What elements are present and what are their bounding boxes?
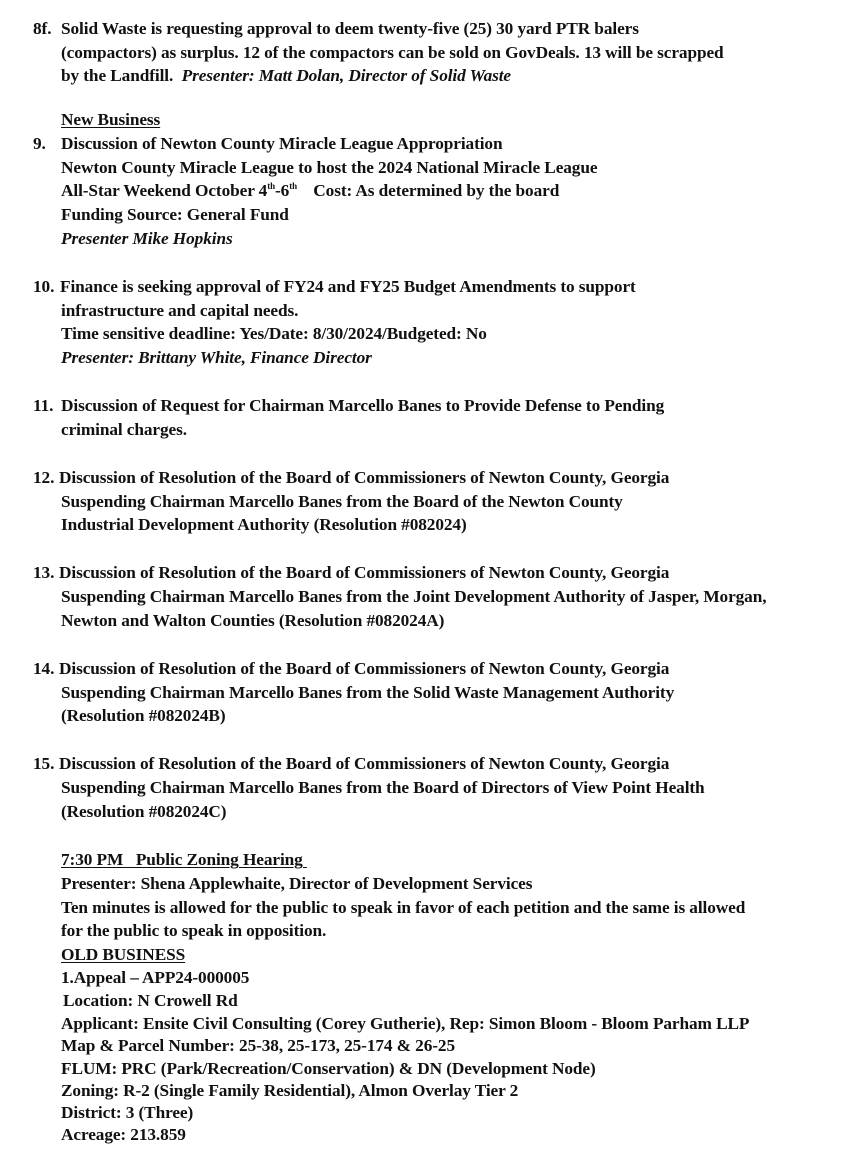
presenter: Presenter Mike Hopkins [61, 229, 233, 248]
item-text: (compactors) as surplus. 12 of the compactors can be sold on GovDeals. 13 will be scrapped [61, 43, 724, 62]
appeal-title: 1.Appeal – APP24-000005 [61, 968, 250, 987]
item-number: 9. [33, 134, 46, 153]
item-text: criminal charges. [61, 420, 187, 439]
item-number: 15. [33, 754, 55, 773]
item-text: Discussion of Resolution of the Board of Commissioners of Newton County, Georgia [59, 468, 670, 487]
section-heading-new-business: New Business [61, 110, 161, 129]
item-text-line [61, 64, 511, 88]
item-text: Finance is seeking approval of FY24 and FY25 Budget Amendments to support [60, 277, 636, 296]
presenter: Presenter: Shena Applewhaite, Director of Development Services [61, 874, 533, 893]
item-text: (Resolution #082024B) [61, 706, 226, 725]
item-text: Solid Waste is requesting approval to deem twenty-five (25) 30 yard PTR balers [61, 19, 639, 38]
item-text: Discussion of Resolution of the Board of Commissioners of Newton County, Georgia [59, 659, 670, 678]
item-number: 13. [33, 563, 55, 582]
appeal-district: District: 3 (Three) [61, 1103, 194, 1122]
item-title: Discussion of Newton County Miracle League Appropriation [61, 134, 503, 153]
appeal-location: Location: N Crowell Rd [63, 991, 238, 1010]
event-dates: All-Star Weekend October 4 [61, 181, 268, 200]
rules-text: Ten minutes is allowed for the public to speak in favor of each petition and the same is allowed [61, 898, 746, 917]
section-heading-old-business: OLD BUSINESS [61, 945, 186, 964]
appeal-zoning: Zoning: R-2 (Single Family Residential), Almon Overlay Tier 2 [61, 1081, 519, 1100]
item-text: Newton and Walton Counties (Resolution #082024A) [61, 611, 445, 630]
item-text: Industrial Development Authority (Resolution #082024) [61, 515, 467, 534]
item-text: Discussion of Request for Chairman Marcello Banes to Provide Defense to Pending [61, 396, 665, 415]
item-number: 8f. [33, 19, 52, 38]
item-dates-cost: All-Star Weekend October 4th-6th Cost: As determined by the board [61, 181, 560, 200]
item-number: 10. [33, 277, 55, 296]
funding-source: Funding Source: General Fund [61, 205, 289, 224]
rules-text: for the public to speak in opposition. [61, 921, 327, 940]
item-text: (Resolution #082024C) [61, 802, 227, 821]
item-text: Suspending Chairman Marcello Banes from the Joint Development Authority of Jasper, Morgan, [61, 587, 767, 606]
item-text: Discussion of Resolution of the Board of Commissioners of Newton County, Georgia [59, 563, 670, 582]
item-text: Suspending Chairman Marcello Banes from the Board of the Newton County [61, 492, 623, 511]
appeal-parcel: Map & Parcel Number: 25-38, 25-173, 25-174 & 26-25 [61, 1036, 455, 1055]
deadline: Time sensitive deadline: Yes/Date: 8/30/2024/Budgeted: No [61, 324, 487, 343]
item-text: Suspending Chairman Marcello Banes from the Solid Waste Management Authority [61, 683, 675, 702]
section-heading-zoning: 7:30 PM Public Zoning Hearing [61, 850, 307, 869]
item-number: 12. [33, 468, 55, 487]
item-text: Discussion of Resolution of the Board of Commissioners of Newton County, Georgia [59, 754, 670, 773]
item-text: by the Landfill. [61, 66, 174, 85]
item-number: 11. [33, 396, 54, 415]
presenter: Presenter: Matt Dolan, Director of Solid Waste [181, 66, 512, 85]
presenter: Presenter: Brittany White, Finance Director [61, 348, 372, 367]
appeal-acreage: Acreage: 213.859 [61, 1125, 186, 1144]
item-text: Newton County Miracle League to host the 2024 National Miracle League [61, 158, 598, 177]
cost: Cost: As determined by the board [313, 181, 560, 200]
item-text: infrastructure and capital needs. [61, 301, 299, 320]
item-text: Suspending Chairman Marcello Banes from the Board of Directors of View Point Health [61, 778, 705, 797]
appeal-flum: FLUM: PRC (Park/Recreation/Conservation) & DN (Development Node) [61, 1059, 596, 1078]
appeal-applicant: Applicant: Ensite Civil Consulting (Corey Gutherie), Rep: Simon Bloom - Bloom Parham LLP [61, 1014, 750, 1033]
item-number: 14. [33, 659, 55, 678]
